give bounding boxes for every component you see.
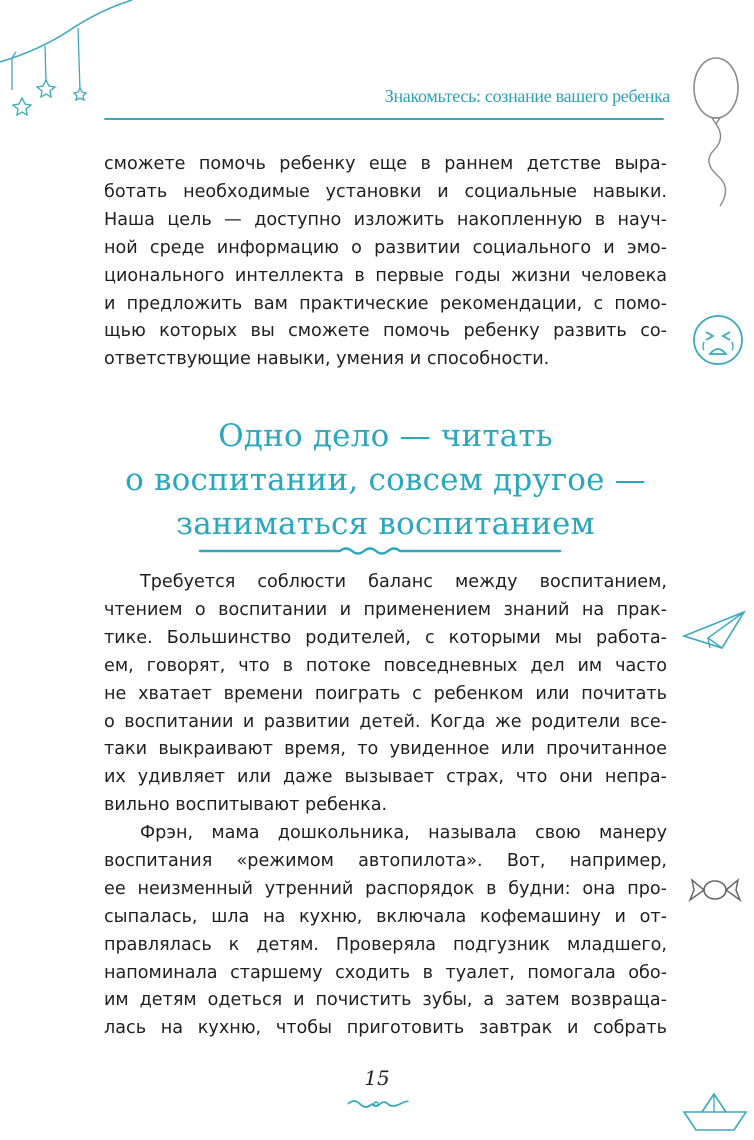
paragraph-1 bbox=[104, 569, 667, 820]
paragraph-2 bbox=[104, 820, 667, 1043]
text-line: ее неизменный утренний распорядок в будни: она про- bbox=[104, 878, 667, 899]
text-line: таки выкраивают время, то увиденное или прочитанное bbox=[104, 739, 667, 760]
crying-face-icon bbox=[690, 312, 746, 368]
text-line: им детям одеться и почистить зубы, а затем возвраща- bbox=[104, 990, 667, 1011]
text-line: чтением о воспитании и применением знаний на прак- bbox=[104, 599, 667, 620]
text-line: о воспитании и развитии детей. Когда же родители все- bbox=[104, 711, 667, 732]
text-line: ной среде информацию о развитии социального и эмо- bbox=[104, 237, 667, 258]
text-line: щью которых вы сможете помочь ребенку развить со- bbox=[104, 321, 667, 342]
text-line: ем, говорят, что в потоке повседневных дел им часто bbox=[104, 655, 667, 676]
garland-stars-icon bbox=[0, 0, 140, 110]
text-line: их удивляет или даже вызывает страх, что они непра- bbox=[104, 767, 667, 788]
text-line: напоминала старшему сходить в туалет, помогала обо- bbox=[104, 962, 667, 983]
text-line: сможете помочь ребенку еще в раннем детстве выра- bbox=[104, 154, 667, 174]
text-line: тике. Большинство родителей, с которыми мы работа- bbox=[104, 627, 667, 648]
text-line: сыпалась, шла на кухню, включала кофемашину и от- bbox=[104, 906, 667, 927]
text-line: и предложить вам практические рекомендации, с помо- bbox=[104, 293, 667, 314]
text-line: ционального интеллекта в первые годы жизни человека bbox=[104, 265, 667, 286]
section-heading bbox=[104, 414, 667, 546]
header-divider bbox=[104, 118, 664, 120]
wave-flourish-icon bbox=[346, 1096, 410, 1110]
text-line: правлялась к детям. Проверяла подгузник младшего, bbox=[104, 934, 667, 955]
heading-underline-icon bbox=[200, 544, 560, 558]
text-line: лась на кухню, чтобы приготовить завтрак и собрать bbox=[104, 1018, 667, 1039]
running-header-title: Знакомьтесь: сознание вашего ребенка bbox=[384, 86, 670, 106]
text-line: воспитания «режимом автопилота». Вот, например, bbox=[104, 850, 667, 871]
paper-boat-icon bbox=[680, 1090, 750, 1136]
heading-line: о воспитании, совсем другое — bbox=[125, 462, 646, 498]
paper-plane-icon bbox=[682, 608, 746, 652]
text-line: Требуется соблюсти баланс между воспитанием, bbox=[140, 572, 667, 592]
page-number: 15 bbox=[364, 1066, 390, 1090]
heading-line: заниматься воспитанием bbox=[176, 506, 595, 542]
text-line: вильно воспитывают ребенка. bbox=[104, 795, 388, 816]
text-line: ботать необходимые установки и социальные навыки. bbox=[104, 181, 667, 202]
heading-line: Одно дело — читать bbox=[218, 418, 553, 454]
candy-icon bbox=[686, 872, 744, 908]
intro-paragraph bbox=[104, 151, 667, 374]
text-line: не хватает времени поиграть с ребенком или почитать bbox=[104, 683, 667, 704]
text-line: Наша цель — доступно изложить накопленную в науч- bbox=[104, 209, 667, 230]
balloon-icon bbox=[690, 52, 750, 212]
text-line: ответствующие навыки, умения и способности. bbox=[104, 349, 550, 370]
text-line: Фрэн, мама дошкольника, называла свою манеру bbox=[140, 823, 667, 843]
